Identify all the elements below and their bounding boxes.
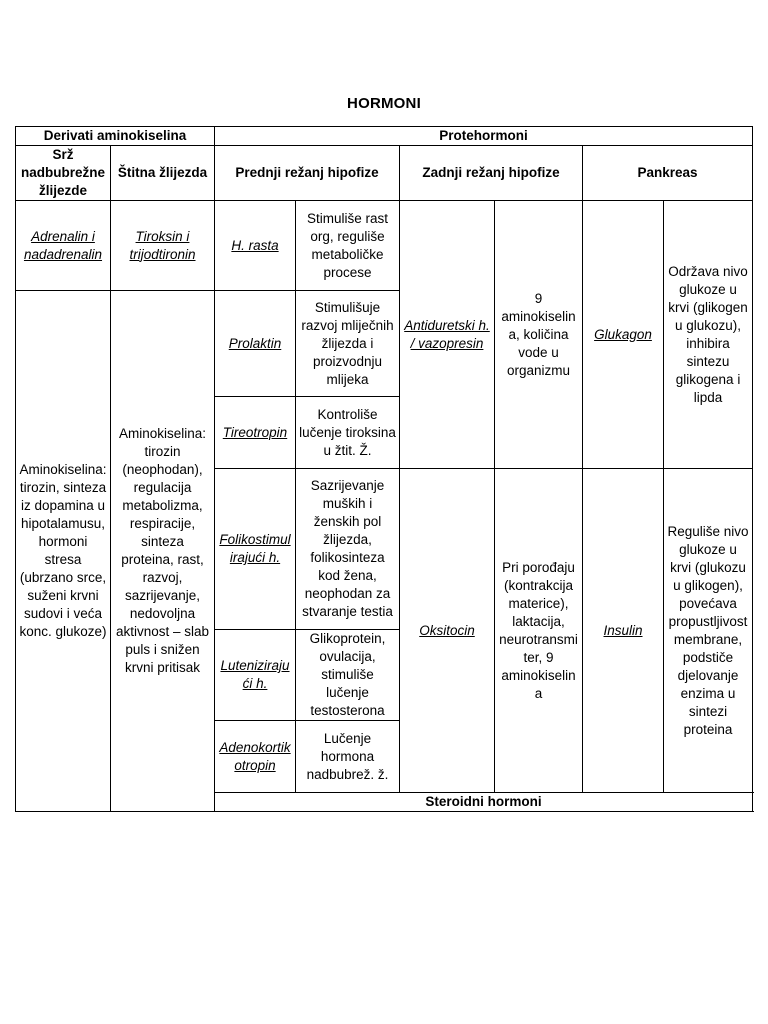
header-pankreas: Pankreas	[583, 146, 753, 201]
hormone-tiroksin: Tiroksin i trijodtironin	[111, 201, 215, 291]
hormone-adenokortikotropin: Adenokortikotropin	[215, 721, 296, 793]
hormone-prolaktin: Prolaktin	[215, 291, 296, 397]
header-protehormoni: Protehormoni	[215, 127, 753, 146]
desc-adenokortikotropin: Lučenje hormona nadbubrež. ž.	[296, 721, 400, 793]
hormone-tireotropin: Tireotropin	[215, 397, 296, 469]
hormone-lutenizirajuci: Lutenizirajući h.	[215, 630, 296, 721]
hormone-antidiuretski: Antiduretski h. / vazopresin	[400, 201, 495, 469]
footer-steroidni: Steroidni hormoni	[215, 793, 753, 812]
hormone-insulin: Insulin	[583, 469, 664, 793]
header-prednji: Prednji režanj hipofize	[215, 146, 400, 201]
desc-lutenizirajuci: Glikoprotein, ovulacija, stimuliše lučenje testosterona	[296, 630, 400, 721]
desc-folikostimulirajuci: Sazrijevanje muških i ženskih pol žlijezda, folikosinteza kod žena, neophodan za stvaranje testia	[296, 469, 400, 630]
hormones-table	[15, 126, 753, 812]
page-title: HORMONI	[347, 95, 421, 112]
header-zadnji: Zadnji režanj hipofize	[400, 146, 583, 201]
hormone-folikostimulirajuci: Folikostimulirajući h.	[215, 469, 296, 630]
desc-srz: Aminokiselina: tirozin, sinteza iz dopamina u hipotalamusu, hormoni stresa (ubrzano srce, suženi krvni sudovi i veća konc. glukoze)	[16, 291, 111, 812]
desc-insulin: Reguliše nivo glukoze u krvi (glukozu u glikogen), povećava propustljivost membrane, podstiče djelovanje enzima u sintezi proteina	[664, 469, 753, 793]
desc-prolaktin: Stimulišuje razvoj mliječnih žlijezda i proizvodnju mlijeka	[296, 291, 400, 397]
desc-tireotropin: Kontroliše lučenje tiroksina u žtit. Ž.	[296, 397, 400, 469]
hormone-h-rasta: H. rasta	[215, 201, 296, 291]
header-stitna: Štitna žlijezda	[111, 146, 215, 201]
desc-h-rasta: Stimuliše rast org, reguliše metaboličke procese	[296, 201, 400, 291]
desc-glukagon: Održava nivo glukoze u krvi (glikogen u glukozu), inhibira sintezu glikogena i lipda	[664, 201, 753, 469]
desc-antidiuretski: 9 aminokiselina, količina vode u organizmu	[495, 201, 583, 469]
hormone-adrenalin: Adrenalin i nadadrenalin	[16, 201, 111, 291]
desc-oksitocin: Pri porođaju (kontrakcija materice), laktacija, neurotransmiter, 9 aminokiselina	[495, 469, 583, 793]
desc-stitna: Aminokiselina: tirozin (neophodan), regulacija metabolizma, respiracije, sinteza proteina, rast, razvoj, sazrijevanje, nedovoljna aktivnost – slab puls i snižen krvni pritisak	[111, 291, 215, 812]
hormone-oksitocin: Oksitocin	[400, 469, 495, 793]
header-derivati: Derivati aminokiselina	[16, 127, 215, 146]
header-srz: Srž nadbubrežne žlijezde	[16, 146, 111, 201]
hormone-glukagon: Glukagon	[583, 201, 664, 469]
